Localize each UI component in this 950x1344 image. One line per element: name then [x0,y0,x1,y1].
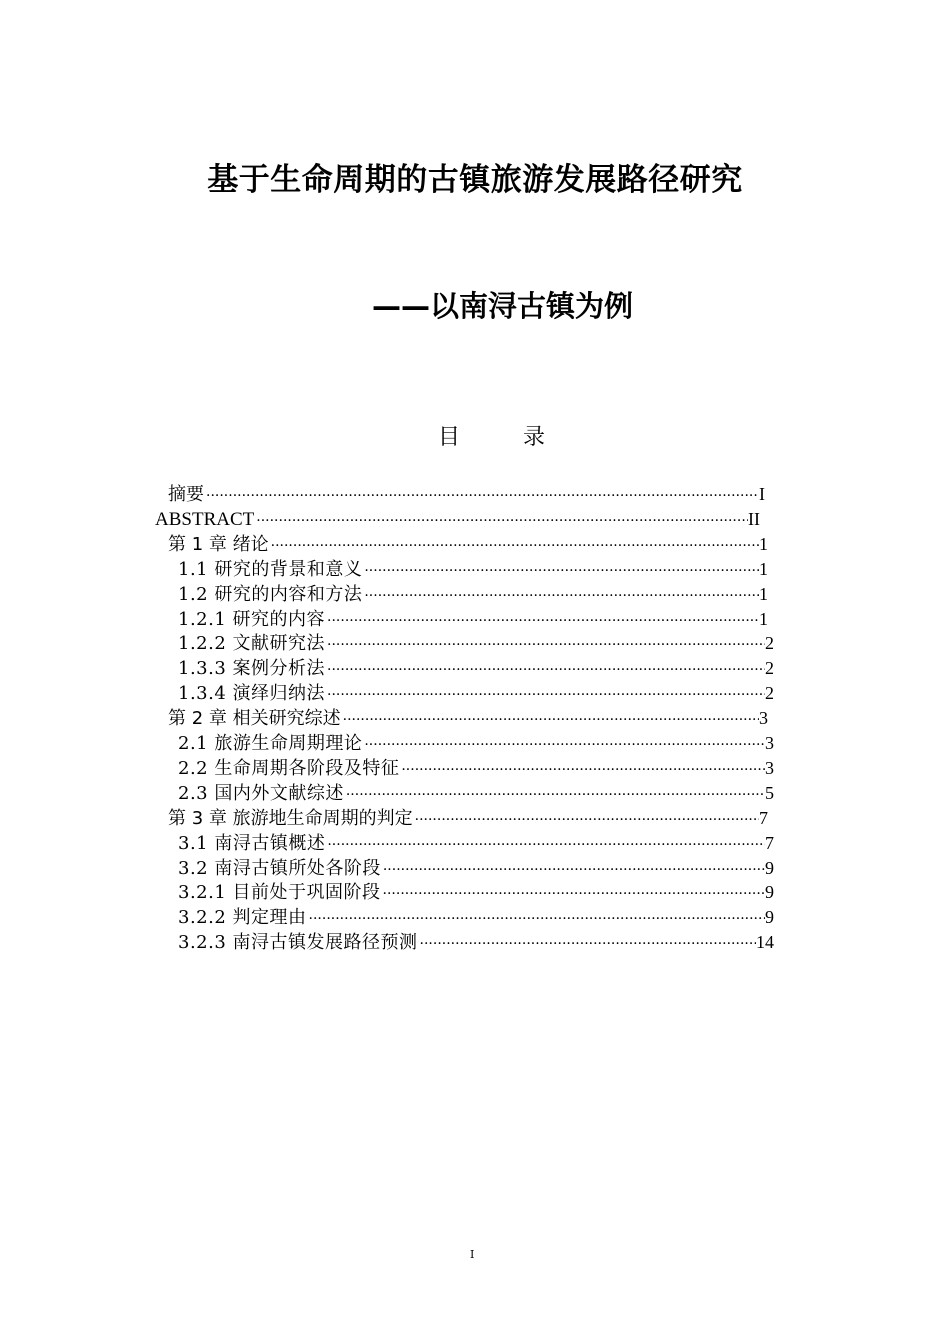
toc-dot-leader [204,484,759,507]
toc-heading: 目 录 [438,425,573,450]
toc-entry[interactable] [178,930,774,955]
toc-entry[interactable] [168,706,768,731]
toc-entry-page: 2 [765,658,774,679]
toc-entry-label: 1.2 研究的内容和方法 [178,583,363,605]
toc-entry[interactable] [178,831,774,856]
toc-entry-label: ABSTRACT [155,508,255,530]
toc-entry-label: 1.2.2 文献研究法 [178,633,326,655]
toc-entry-label: 摘要 [168,484,204,505]
toc-dot-leader [344,783,765,806]
toc-entry-page: 5 [765,782,774,803]
toc-entry-page: 2 [765,683,774,704]
toc-dot-leader [325,683,765,706]
toc-dot-leader [341,708,759,731]
toc-entry-page: I [759,484,765,504]
toc-entry[interactable] [168,482,765,507]
toc-entry-label: 1.2.1 研究的内容 [178,608,326,630]
toc-dot-leader [307,907,765,930]
toc-entry[interactable] [178,756,774,781]
toc-entry-label: 1.3.4 演绎归纳法 [178,683,326,705]
toc-entry[interactable] [168,806,768,831]
toc-entry-page: 3 [765,757,774,778]
toc-entry-label: 1.3.3 案例分析法 [178,658,326,680]
toc-entry-page: 1 [759,558,768,579]
toc-entry[interactable] [178,880,774,905]
toc-entry-page: 1 [759,583,768,604]
toc-entry-label: 2.3 国内外文献综述 [178,782,344,804]
toc-dot-leader [418,932,756,955]
toc-dot-leader [325,658,765,681]
toc-dot-leader [381,858,765,881]
toc-dot-leader [413,808,759,831]
toc-entry-page: 2 [765,633,774,654]
toc-entry[interactable] [178,582,768,607]
toc-entry-label: 2.2 生命周期各阶段及特征 [178,757,400,779]
toc-dot-leader [362,584,759,607]
toc-entry[interactable] [178,656,774,681]
toc-entry-label: 3.2.3 南浔古镇发展路径预测 [178,932,418,954]
toc-entry[interactable] [178,856,774,881]
toc-entry-page: 7 [759,807,768,828]
toc-entry-label: 第 3 章 旅游地生命周期的判定 [168,807,413,829]
toc-entry[interactable] [168,532,768,557]
toc-entry[interactable] [178,731,774,756]
toc-entry-label: 2.1 旅游生命周期理论 [178,733,363,754]
toc-dot-leader [325,633,765,656]
toc-dot-leader [381,882,765,905]
toc-entry-label: 第 2 章 相关研究综述 [168,708,341,730]
toc-entry[interactable] [178,681,774,706]
toc-entry[interactable] [178,905,774,930]
toc-entry-label: 3.2 南浔古镇所处各阶段 [178,857,381,879]
toc-entry-page: II [748,508,760,529]
toc-entry-page: 3 [759,708,768,729]
toc-dot-leader [399,758,765,781]
toc-entry-page: 1 [759,608,768,629]
toc-entry[interactable] [178,557,768,582]
toc-entry[interactable] [178,781,774,806]
toc-entry-label: 3.2.1 目前处于巩固阶段 [178,882,381,904]
toc-entry-page: 1 [759,533,768,554]
toc-entry[interactable] [178,631,774,656]
toc-dot-leader [254,509,748,532]
toc-dot-leader [325,833,765,856]
toc-entry[interactable] [155,507,760,532]
toc-entry-label: 第 1 章 绪论 [168,533,269,555]
toc-entry-label: 3.1 南浔古镇概述 [178,832,326,854]
toc-entry-label: 3.2.2 判定理由 [178,907,307,929]
toc-entry-label: 1.1 研究的背景和意义 [178,558,363,580]
toc-entry-page: 9 [765,882,774,903]
toc-entry[interactable] [178,607,768,632]
footer-page-number: I [470,1248,475,1261]
toc-entry-page: 9 [765,857,774,878]
toc-dot-leader [362,559,759,582]
document-title: 基于生命周期的古镇旅游发展路径研究 [207,162,743,198]
toc-dot-leader [269,534,759,557]
toc-entry-page: 7 [765,832,774,853]
toc-entry-page: 14 [756,932,774,953]
document-subtitle: ——以南浔古镇为例 [372,289,634,323]
toc-entry-page: 3 [765,733,774,753]
toc-entry-page: 9 [765,907,774,928]
toc-dot-leader [362,733,765,756]
toc-dot-leader [325,609,759,632]
